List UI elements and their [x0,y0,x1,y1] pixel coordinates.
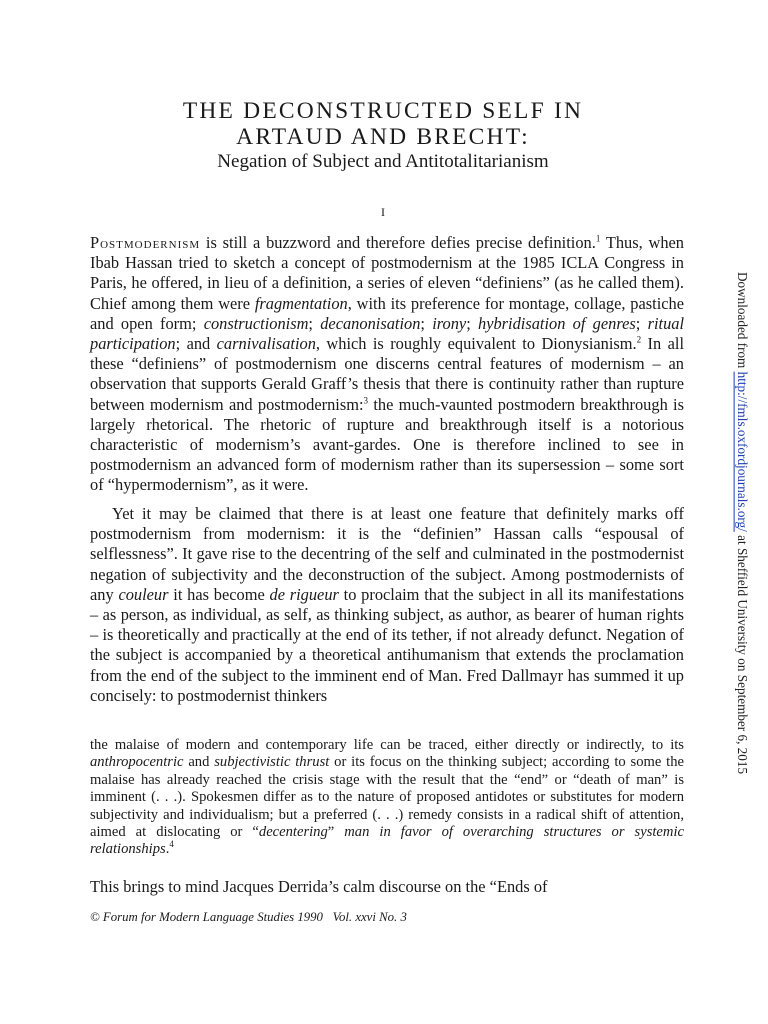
q-text-1: the malaise of modern and contemporary life can be traced, either directly or indirectly, to its [90,737,684,753]
lead-word: Postmodernism [90,233,201,252]
block-quote [90,737,684,859]
p2-italic-1: couleur [118,584,169,604]
footnote-ref-3: 3 [363,395,369,406]
p1-italic-3: decanonisation [320,313,421,333]
p1-text-8: ; and [175,334,217,354]
article-subtitle: Negation of Subject and Antitotalitarianism [217,151,549,172]
volume-line: Vol. xxvi No. 3 [332,910,407,924]
p1-text-5: ; [420,313,433,333]
p1-italic-7: carnivalisation [216,334,316,354]
paragraph-1 [90,233,684,496]
q-text-2: and [183,754,215,771]
p2-italic-2: de rigueur [269,584,339,604]
article-title [90,98,676,150]
watermark-suffix: at Sheffield University on September 6, 2015 [735,531,750,775]
p1-text-1: is still a buzzword and therefore defies precise definition. [200,233,596,252]
journal-link[interactable]: http://fmls.oxfordjournals.org/ [735,371,750,532]
q-text-3: or its focus on the thinking subject; according to some the malaise has already reached the crisis stage with the result that the “end” or “death of man” is imminent (. . .). Spokesmen differ as to the nature of proposed antidotes or substitutes for modern subjectivity and individualism; but a preferred (. . .) remedy consists in a radical shift of attention, aimed at dislocating or “ [90,754,684,841]
q-text-4: ” [327,824,345,841]
title-line-2: ARTAUD AND BRECHT: [236,124,530,150]
copyright-line: © Forum for Modern Language Studies 1990 [90,910,323,924]
p1-text-2: Thus, when Ibab Hassan tried to sketch a concept of postmodernism at the 1985 ICLA Congress in Paris, he offered, in lieu of a definition, a series of eleven “definiens” (as he called them). Chief among them were [90,233,685,313]
q-italic-2: subjectivistic thrust [214,754,330,771]
q-italic-4: man in favor of overarching structures or systemic relationships [90,824,684,858]
p1-italic-6: ritual participation [90,313,685,354]
p1-text-7: ; [635,313,648,333]
p1-italic-2: constructionism [203,313,309,333]
p1-italic-4: irony [432,313,467,333]
section-number: I [381,205,385,219]
title-line-1: THE DECONSTRUCTED SELF IN [182,98,584,124]
p1-text-9: , which is roughly equivalent to Dionysianism. [315,334,637,354]
p1-italic-5: hybridisation of genres [478,313,636,333]
p1-text-11: the much-vaunted postmodern breakthrough is largely rhetorical. The rhetoric of rupture and breakthrough itself is a notorious characteristic of modernism’s avant-gardes. One is therefore inclined to see in postmodernism an advanced form of modernism rather than its supersession – some sort of “hypermodernism”, as it were. [90,394,684,495]
q-text-5: . [165,841,170,858]
paragraph-3: This brings to mind Jacques Derrida’s calm discourse on the “Ends of [90,877,548,896]
p2-text-2: it has become [168,584,270,604]
p1-text-4: ; [308,313,321,333]
watermark-prefix: Downloaded from [735,272,750,372]
journal-footer [90,910,684,925]
footnote-ref-2: 2 [636,334,642,345]
p1-text-10: In all these “definiens” of postmodernism one discerns central features of modernism – an observation that supports Gerald Graff’s thesis that there is continuity rather than rupture between modernism and postmodernism: [90,334,685,414]
download-watermark [734,272,750,774]
q-italic-3: decentering [258,824,328,841]
p1-text-3: , with its preference for montage, collage, pastiche and open form; [90,293,684,333]
p1-text-6: ; [466,313,479,333]
footnote-ref-4: 4 [169,839,174,850]
paragraph-2 [90,504,684,706]
p1-italic-1: fragmentation [254,293,348,313]
q-italic-1: anthropocentric [90,754,184,771]
p2-text-3: to proclaim that the subject in all its manifestations – as person, as individual, as self, as thinking subject, as author, as bearer of human rights – is theoretically and practically at the end of its tether, if not already defunct. Negation of the subject is accompanied by a theoretical antihumanism that extends the proclamation from the end of the subject to the imminent end of Man. Fred Dallmayr has summed it up concisely: to postmodernist thinkers [90,584,685,705]
p2-text-1: Yet it may be claimed that there is at least one feature that definitely marks off postmodernism from modernism: it is the “definien” Hassan calls “espousal of selflessness”. It gave rise to the decentring of the self and culminated in the postmodernist negation of subjectivity and the deconstruction of the subject. Among postmodernists of any [90,504,684,604]
footnote-ref-1: 1 [595,233,601,244]
